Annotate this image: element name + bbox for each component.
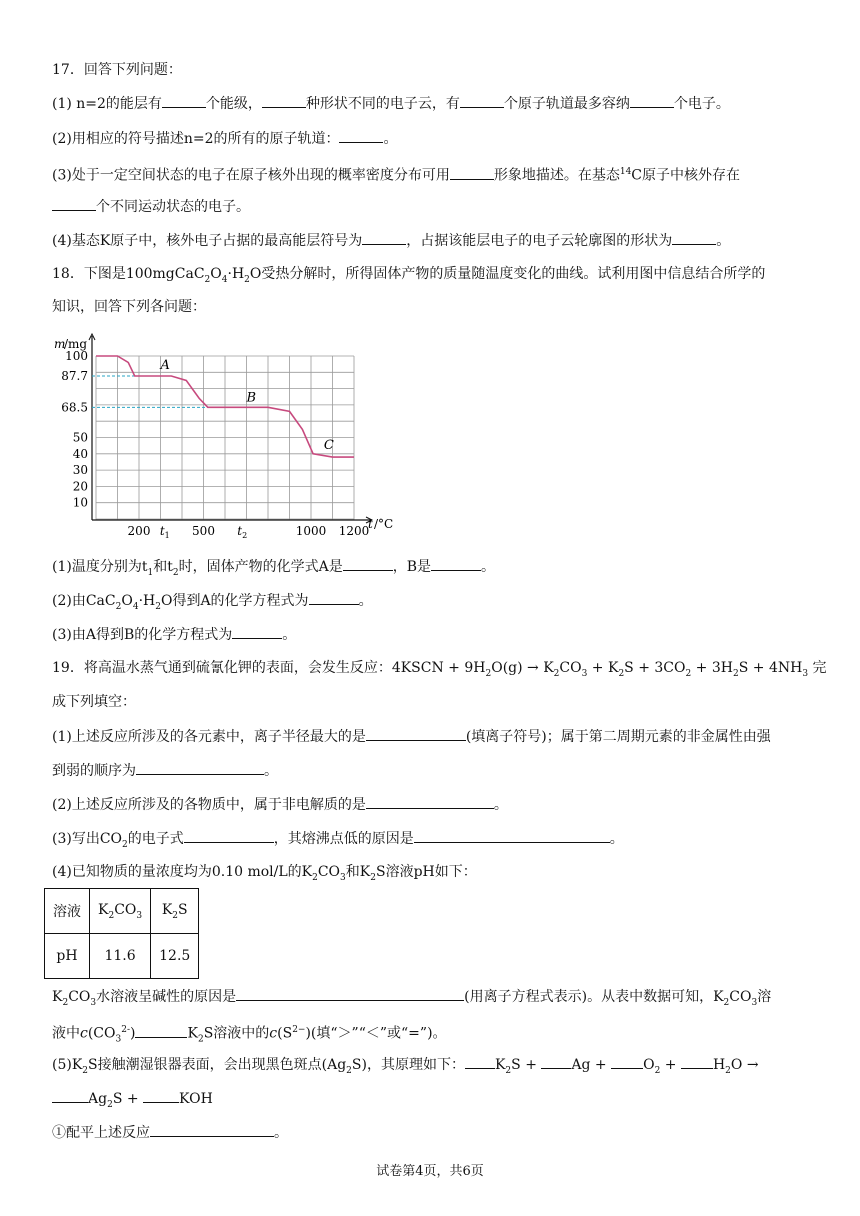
q18-part3: (3)由A得到B的化学方程式为 。 xyxy=(52,624,296,645)
q19-part5-cont: $Ag_2S$ + KOH xyxy=(52,1088,213,1115)
point-label: B xyxy=(246,390,257,406)
y-tick-label: 68.5 xyxy=(61,400,88,415)
q19-stem-cont: 成下列填空： xyxy=(52,694,136,710)
table-header-cell: 溶液 xyxy=(45,889,90,934)
dashed-reference-lines xyxy=(92,376,208,407)
answer-blank[interactable] xyxy=(184,828,274,843)
q19-stem: 19．将高温水蒸气通到硫氰化钾的表面，会发生反应：4KSCN + $9H_2O(g) \to K_2CO_3 + K_2S + 3CO_2 + 3H_2S + 4NH_3$ 完 xyxy=(52,660,827,679)
table-cell: pH xyxy=(45,934,90,979)
y-axis-label-m: m xyxy=(54,337,66,351)
answer-blank[interactable] xyxy=(143,1088,179,1103)
answer-blank[interactable] xyxy=(136,760,264,775)
answer-blank[interactable] xyxy=(450,165,494,180)
q17-part3: (3)处于一定空间状态的电子在原子核外出现的概率密度分布可用 形象地描述。在基态$^{14}$C原子中核外存在 xyxy=(52,162,740,186)
answer-blank[interactable] xyxy=(414,828,610,843)
table-cell: 11.6 xyxy=(90,934,151,979)
q18-part1: (1)温度分别为$t_1$和$t_2$时，固体产物的化学式A是 ，B是 。 xyxy=(52,556,495,583)
x-tick-label: 1000 xyxy=(295,524,327,538)
x-tick-label: 1200 xyxy=(338,524,370,538)
x-tick-label: 500 xyxy=(192,524,215,538)
q18-part2: (2)由$CaC_2O_4\cdot H_2O$得到A的化学方程式为 。 xyxy=(52,590,373,617)
q18-stem: 18．下图是$100mgCaC_2O_4\cdot H_2O$受热分解时，所得固体产物的质量随温度变化的曲线。试利用图中信息结合所学的 xyxy=(52,266,766,285)
answer-blank[interactable] xyxy=(343,556,393,571)
q19-part2: (2)上述反应所涉及的各物质中，属于非电解质的是 。 xyxy=(52,794,508,815)
x-axis-label-unit: /°C xyxy=(374,517,394,531)
q19-part1-cont: 到弱的顺序为 。 xyxy=(52,760,278,781)
chart-axes xyxy=(89,334,372,523)
answer-blank[interactable] xyxy=(52,1088,88,1103)
answer-blank[interactable] xyxy=(362,230,406,245)
answer-blank[interactable] xyxy=(366,726,466,741)
point-label: C xyxy=(323,437,334,453)
y-tick-label: 100 xyxy=(65,349,88,363)
answer-blank[interactable] xyxy=(431,556,481,571)
q19-part1: (1)上述反应所涉及的各元素中，离子半径最大的是 (填离子符号)；属于第二周期元素的非金属性由强 xyxy=(52,726,771,747)
answer-blank[interactable] xyxy=(672,230,716,245)
answer-blank[interactable] xyxy=(52,196,96,211)
point-label: A xyxy=(160,358,170,374)
y-tick-label: 20 xyxy=(72,479,88,494)
table-header-cell: $K_2CO_3$ xyxy=(90,889,151,934)
answer-blank[interactable] xyxy=(460,93,504,108)
answer-blank[interactable] xyxy=(611,1054,643,1069)
answer-blank[interactable] xyxy=(541,1054,571,1069)
answer-blank[interactable] xyxy=(135,1023,187,1038)
answer-blank[interactable] xyxy=(262,93,306,108)
table-cell: 12.5 xyxy=(151,934,199,979)
answer-blank[interactable] xyxy=(630,93,674,108)
q17-part2: (2)用相应的符号描述n=2的所有的原子轨道： 。 xyxy=(52,128,397,149)
y-tick-label: 30 xyxy=(72,463,88,478)
y-tick-labels xyxy=(61,349,88,510)
page-footer: 试卷第4页，共6页 xyxy=(376,1164,484,1179)
answer-blank[interactable] xyxy=(150,1122,274,1137)
table-row xyxy=(45,889,199,934)
y-tick-label: 87.7 xyxy=(61,369,88,384)
x-tick-label-symbolic: $t_1$ xyxy=(159,524,170,540)
y-tick-label: 50 xyxy=(72,430,88,445)
mass-temperature-chart xyxy=(54,330,414,540)
answer-blank[interactable] xyxy=(309,590,359,605)
q19-part5-sub1: ①配平上述反应 。 xyxy=(52,1122,288,1143)
answer-blank[interactable] xyxy=(236,986,464,1001)
answer-blank[interactable] xyxy=(339,128,383,143)
answer-blank[interactable] xyxy=(465,1054,495,1069)
y-tick-label: 10 xyxy=(72,495,88,510)
answer-blank[interactable] xyxy=(232,624,282,639)
q17-part4: (4)基态K原子中，核外电子占据的最高能层符号为 ，占据该能层电子的电子云轮廓图的形状为 。 xyxy=(52,230,730,251)
q17-part1: (1) n=2的能层有 个能级， 种形状不同的电子云，有 个原子轨道最多容纳 个电子。 xyxy=(52,93,730,114)
q17-stem: 17．回答下列问题： xyxy=(52,62,182,78)
answer-blank[interactable] xyxy=(366,794,494,809)
x-tick-label: 200 xyxy=(127,524,151,538)
chart-grid xyxy=(96,356,354,520)
y-tick-label: 40 xyxy=(72,446,88,461)
q19-part4-reason: $K_2CO_3$水溶液呈碱性的原因是 (用离子方程式表示)。从表中数据可知，$K_2CO_3$溶 xyxy=(52,986,771,1013)
x-tick-labels xyxy=(128,524,370,540)
answer-blank[interactable] xyxy=(681,1054,713,1069)
q19-part4: (4)已知物质的量浓度均为0.10 mol/L的$K_2CO_3$和$K_2S$溶液pH如下： xyxy=(52,864,477,883)
q19-part3: (3)写出$CO_2$的电子式 ，其熔沸点低的原因是 。 xyxy=(52,828,624,855)
q19-part5: $(5)K_2S$接触潮湿银器表面，会出现黑色斑点$(Ag_2S)$，其原理如下： $K_2S + Ag + O_2 + H_2O$ → xyxy=(52,1054,759,1081)
ph-table xyxy=(44,888,199,979)
q18-stem-cont: 知识，回答下列各问题： xyxy=(52,299,206,315)
table-row xyxy=(45,934,199,979)
y-axis-label-unit: /mg xyxy=(64,337,88,351)
table-header-cell: $K_2S$ xyxy=(151,889,199,934)
x-axis-label-t: t xyxy=(368,517,373,531)
answer-blank[interactable] xyxy=(162,93,206,108)
q19-part4-compare: 液中$c(CO_3^{2-})$ $K_2S$溶液中的$c(S^{2-})$(填“＞”“＜”或“=”)。 xyxy=(52,1020,447,1049)
x-tick-label-symbolic: $t_2$ xyxy=(237,524,248,540)
q17-part3-cont: 个不同运动状态的电子。 xyxy=(52,196,250,217)
